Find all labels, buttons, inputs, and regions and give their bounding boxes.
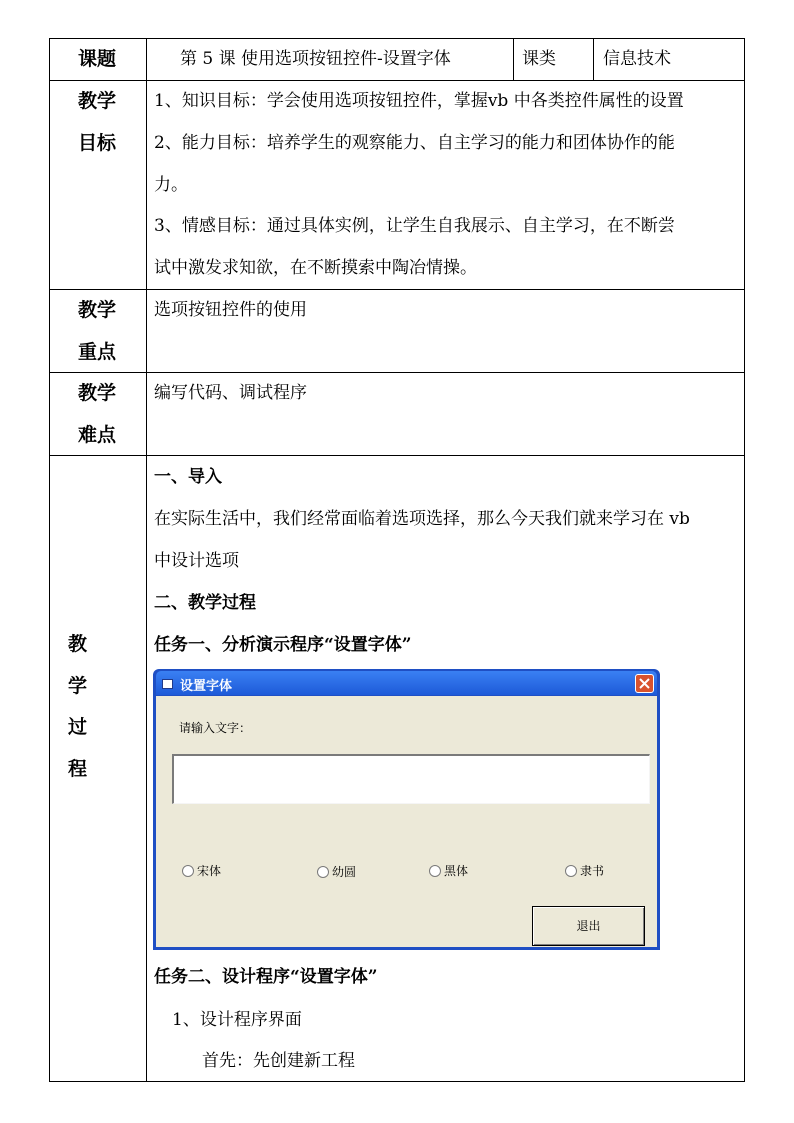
process-heading: 二、教学过程: [154, 593, 256, 613]
keypoints-label-1: 教学: [78, 299, 117, 321]
option-label: 宋体: [197, 864, 222, 878]
objective-line: 3、情感目标：通过具体实例，让学生自我展示、自主学习，在不断尝: [154, 216, 675, 236]
intro-heading: 一、导入: [154, 467, 222, 487]
task1-heading: 任务一、分析演示程序“设置字体”: [154, 635, 412, 655]
radio-youyuan[interactable]: [317, 866, 329, 878]
process-label-4: 程: [68, 758, 88, 780]
close-icon: [639, 678, 650, 689]
radio-heiti[interactable]: [429, 865, 441, 877]
keypoints-text: 选项按钮控件的使用: [154, 300, 307, 320]
option-label: 黑体: [444, 864, 469, 878]
difficulties-label-2: 难点: [78, 424, 117, 446]
keypoints-label-2: 重点: [78, 341, 117, 363]
objectives-label-2: 目标: [78, 132, 117, 154]
topic-value: 第 5 课 使用选项按钮控件-设置字体: [180, 49, 451, 69]
window-titlebar: [156, 671, 657, 695]
prompt-label: 请输入文字：: [179, 721, 252, 735]
objective-line: 2、能力目标：培养学生的观察能力、自主学习的能力和团体协作的能: [154, 133, 675, 153]
process-label-1: 教: [68, 633, 88, 655]
category-value: 信息技术: [603, 49, 671, 69]
radio-lishu[interactable]: [565, 865, 577, 877]
intro-line: 中设计选项: [154, 551, 239, 571]
window-title: 设置字体: [180, 679, 233, 694]
form-icon: [162, 679, 173, 689]
objectives-label-1: 教学: [78, 90, 117, 112]
objective-line: 试中激发求知欲，在不断摸索中陶冶情操。: [154, 258, 477, 278]
form-body: [156, 696, 657, 947]
option-label: 隶书: [580, 864, 605, 878]
difficulties-text: 编写代码、调试程序: [154, 383, 307, 403]
vb-form-window: [153, 669, 660, 950]
radio-songti[interactable]: [182, 865, 194, 877]
process-label-2: 学: [68, 675, 88, 697]
process-label-3: 过: [68, 716, 88, 738]
task2-heading: 任务二、设计程序“设置字体”: [154, 967, 378, 987]
objective-line: 力。: [154, 175, 188, 195]
exit-button[interactable]: 退出: [532, 906, 645, 946]
category-label: 课类: [522, 49, 556, 69]
intro-line: 在实际生活中，我们经常面临着选项选择，那么今天我们就来学习在 vb: [154, 509, 690, 529]
topic-label: 课题: [78, 48, 117, 70]
option-label: 幼圆: [332, 865, 357, 879]
step1-sub: 首先：先创建新工程: [202, 1051, 355, 1071]
objective-line: 1、知识目标：学会使用选项按钮控件，掌握vb 中各类控件属性的设置: [154, 91, 684, 111]
step1-heading: 1、设计程序界面: [172, 1010, 302, 1030]
close-button[interactable]: [635, 674, 654, 693]
text-input[interactable]: [172, 754, 650, 804]
difficulties-label-1: 教学: [78, 382, 117, 404]
